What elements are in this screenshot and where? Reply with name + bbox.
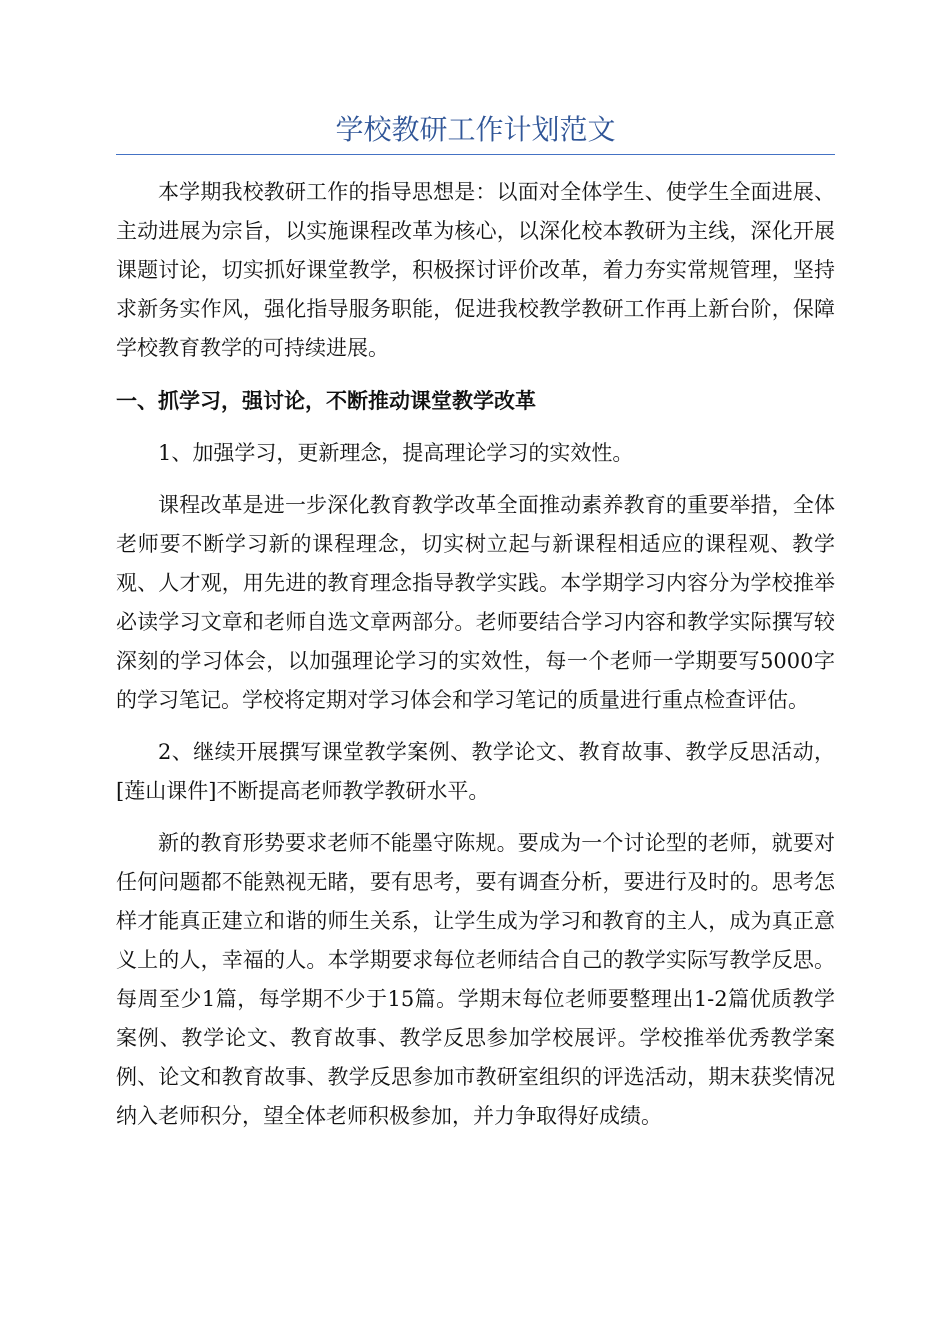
item-2-body: 新的教育形势要求老师不能墨守陈规。要成为一个讨论型的老师，就要对任何问题都不能熟视无睹，要有思考，要有调查分析，要进行及时的。思考怎样才能真正建立和谐的师生关系，让学生成为学习和教育的主人，成为真正意义上的人，幸福的人。本学期要求每位老师结合自己的教学实际写教学反思。每周至少1篇，每学期不少于15篇。学期末每位老师要整理出1-2篇优质教学案例、教学论文、教育故事、教学反思参加学校展评。学校推举优秀教学案例、论文和教育故事、教学反思参加市教研室组织的评选活动，期末获奖情况纳入老师积分，望全体老师积极参加，并力争取得好成绩。 xyxy=(116,831,835,1128)
document-title: 学校教研工作计划范文 xyxy=(335,113,616,146)
document-page xyxy=(116,110,835,1136)
item-1-heading: 1、加强学习，更新理念，提高理论学习的实效性。 xyxy=(158,441,634,465)
title-underline-rule xyxy=(116,154,835,155)
item-1-body: 课程改革是进一步深化教育教学改革全面推动素养教育的重要举措，全体老师要不断学习新的课程理念，切实树立起与新课程相适应的课程观、教学观、人才观，用先进的教育理念指导教学实践。本学期学习内容分为学校推举必读学习文章和老师自选文章两部分。老师要结合学习内容和教学实际撰写较深刻的学习体会，以加强理论学习的实效性，每一个老师一学期要写5000字的学习笔记。学校将定期对学习体会和学习笔记的质量进行重点检查评估。 xyxy=(116,493,835,712)
intro-paragraph: 本学期我校教研工作的指导思想是：以面对全体学生、使学生全面进展、主动进展为宗旨，以实施课程改革为核心，以深化校本教研为主线，深化开展课题讨论，切实抓好课堂教学，积极探讨评价改革，着力夯实常规管理，坚持求新务实作风，强化指导服务职能，促进我校教学教研工作再上新台阶，保障学校教育教学的可持续进展。 xyxy=(116,180,835,360)
section-heading: 一、抓学习，强讨论，不断推动课堂教学改革 xyxy=(116,389,536,413)
item-2-heading: 2、继续开展撰写课堂教学案例、教学论文、教育故事、教学反思活动，[莲山课件]不断提高老师教学教研水平。 xyxy=(116,740,835,803)
